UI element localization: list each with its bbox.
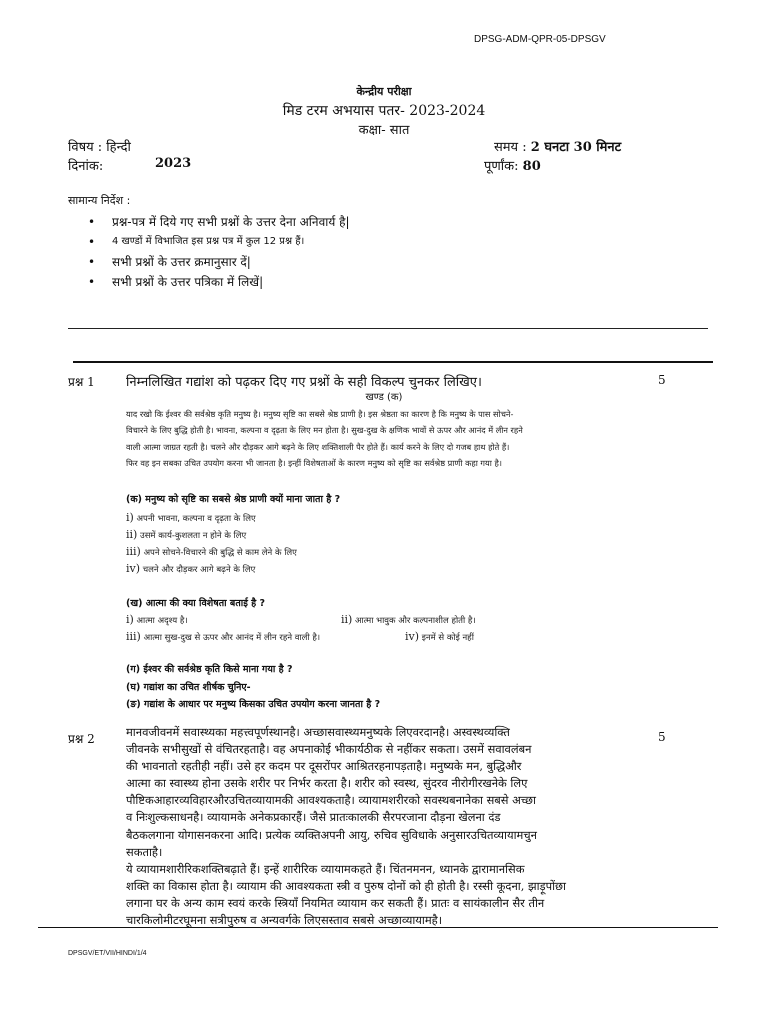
option-number: i) <box>126 511 134 524</box>
option-text: आत्मा अदृश्य है। <box>136 616 188 626</box>
option-text: अपने सोचने-विचारने की बुद्धि से काम लेने के लिए <box>143 548 297 558</box>
instruction-item: • 4 खण्डों में विभाजित इस प्रश्न पत्र में कुल 12 प्रश्न हैं। <box>74 232 350 252</box>
question-2-marks: 5 <box>658 730 666 744</box>
instruction-item: • प्रश्न-पत्र में दिये गए सभी प्रश्नों के उत्तर देना अनिवार्य है| <box>74 212 350 232</box>
passage-line: वाली आत्मा जाग्रत रहती है। चलने और दौड़कर आगे बढ़ने के लिए शक्तिशाली पैर होते हैं। कार्य करने के लिए दो गजब हाथ होते हैं। <box>126 441 510 452</box>
question-nga: (ङ) गद्यांश के आधार पर मनुष्य किसका उचित उपयोग करना जानता है ? <box>126 699 381 710</box>
passage-line: शक्ति का विकास होता है। व्यायाम की आवश्यकता स्त्री व पुरुष दोनों को ही होती है। रस्सी कूदना, झाड़ूपोंछा <box>126 878 566 893</box>
option-number: ii) <box>341 613 353 626</box>
option-text: चलने और दौड़कर आगे बढ़ने के लिए <box>142 565 256 575</box>
marks-label: पूर्णांक: <box>484 159 523 174</box>
passage-line: जीवनके सभीसुखों से वंचितरहताहै। वह अपनाकोई भीकार्यठीक से नहींकर सकता। उसमें सवावलंबन <box>126 742 532 757</box>
option-number: iii) <box>126 630 141 643</box>
question-ga: (ग) ईश्वर की सर्वश्रेष्ठ कृति किसे माना गया है ? <box>126 664 293 675</box>
option-number: ii) <box>126 528 138 541</box>
option-item <box>405 630 474 643</box>
passage-line: पौष्टिकआहारव्यविहारऔरउचितव्यायामकी आवश्यकताहै। व्यायामशरीरको सवस्थबनानेका सबसे अच्छा <box>126 793 536 808</box>
passage-line: फिर वह इन सबका उचित उपयोग करना भी जानता है। इन्हीं विशेषताओं के कारण मनुष्य को सृष्टि का सर्वश्रेष्ठ प्राणी कहा गया है। <box>126 458 502 469</box>
exam-name: केन्द्रीय परीक्षा <box>356 85 412 98</box>
question-1-number: प्रश्न 1 <box>68 375 95 389</box>
passage <box>126 406 666 472</box>
question-2-number: प्रश्न 2 <box>68 732 95 746</box>
passage-line: ये व्यायामशारीरिकशक्तिबढ़ाते हैं। इन्हें शारीरिक व्यायामकहते हैं। चिंतनमनन, ध्यानके द्वारामानसिक <box>126 861 525 876</box>
passage-line: चारकिलोमीटरघूमना सत्रीपुरुष व अन्यवर्गके लिएसस्ताव सबसे अच्छाव्यायामहै। <box>126 913 443 928</box>
question-1-marks: 5 <box>658 373 666 387</box>
divider <box>68 328 708 329</box>
option-item <box>126 613 188 626</box>
option-item <box>126 630 320 643</box>
divider <box>73 361 713 363</box>
instructions-title: सामान्य निर्देश : <box>68 194 131 207</box>
passage-line: लगाना घर के अन्य काम स्वयं करके स्त्रियाँ नियमित व्यायाम कर सकती हैं। प्रातः व सायंकालीन सैर तीन <box>126 895 545 910</box>
date-value: 2023 <box>155 156 192 171</box>
document-code: DPSG-ADM-QPR-05-DPSGV <box>474 34 606 45</box>
option-text: उसमें कार्य-कुशलता न होने के लिए <box>140 531 247 541</box>
marks-info <box>484 156 541 174</box>
instructions-list <box>74 212 350 292</box>
passage-line: व निःशुल्कसाधनहै। व्यायामके अनेकप्रकारहैं। जैसे प्रातःकालकी सैरपरजाना दौड़ना खेलना दंड <box>126 810 501 825</box>
question-gha: (घ) गद्यांश का उचित शीर्षक चुनिए- <box>126 682 251 693</box>
option-item <box>126 511 256 524</box>
passage-line: आत्मा का स्वास्थ्य होना उसके शरीर पर निर्भर करता है। शरीर को स्वस्थ, सुंदरव नीरोगीरखनेके लिए <box>126 776 528 791</box>
option-item <box>126 545 297 558</box>
time-value: 2 घनटा 30 मिनट <box>530 140 622 155</box>
passage-line: बैठकलगाना योगासनकरना आदि। प्रत्येक व्यक्तिअपनी आयु, रुचिव सुविधाके अनुसारउचितव्यायामचुन <box>126 827 537 842</box>
question-1-heading: निम्नलिखित गद्यांश को पढ़कर दिए गए प्रश्नों के सही विकल्प चुनकर लिखिए। <box>126 375 482 390</box>
passage-line: मानवजीवनमें सवास्थ्यका महत्त्वपूर्णस्थानहै। अच्छासवास्थ्यमनुष्यके लिएवरदानहै। अस्वस्थव्यक्ति <box>126 725 510 739</box>
time-info <box>494 137 621 155</box>
option-number: iv) <box>405 630 420 643</box>
passage-line: की भावनातो रहतीही नहीं। उसे हर कदम पर दूसरोंपर आश्रितरहनापड़ताहै। मनुष्यके मन, बुद्धिऔर <box>126 759 522 774</box>
option-text: आत्मा भावुक और कल्पनाशील होती है। <box>355 616 476 626</box>
question-kha: (ख) आत्मा की क्या विशेषता बताई है ? <box>126 598 266 609</box>
option-number: i) <box>126 613 134 626</box>
question-2-passage <box>126 724 766 929</box>
marks-value: 80 <box>522 159 541 174</box>
subject-label: विषय : हिन्दी <box>68 140 131 155</box>
instruction-item: • सभी प्रश्नों के उत्तर पत्रिका में लिखें| <box>74 272 350 292</box>
paper-title: मिड टरम अभयास पतर- 2023-2024 <box>282 103 486 119</box>
option-text: अपनी भावना, कल्पना व दृढ़ता के लिए <box>136 514 256 524</box>
option-item <box>126 562 255 575</box>
instruction-item: • सभी प्रश्नों के उत्तर क्रमानुसार दें| <box>74 252 350 272</box>
section-title: खण्ड (क) <box>365 392 403 403</box>
option-number: iv) <box>126 562 141 575</box>
footer-code: DPSGV/ET/VII/HINDI/1/4 <box>68 950 147 957</box>
passage-line: याद रखो कि ईश्वर की सर्वश्रेष्ठ कृति मनुष्य है। मनुष्य सृष्टि का सबसे श्रेष्ठ प्राणी है। इस श्रेष्ठता का कारण है कि मनुष्य के पास सोचने- <box>126 409 514 419</box>
option-number: iii) <box>126 545 141 558</box>
time-label: समय : <box>494 140 531 155</box>
option-text: इनमें से कोई नहीं <box>421 633 474 643</box>
option-item <box>126 528 246 541</box>
class-label: कक्षा- सात <box>358 123 410 138</box>
option-item <box>341 613 476 626</box>
passage-line: विचारने के लिए बुद्धि होती है। भावना, कल्पना व दृढ़ता के लिए मन होता है। सुख-दुख के क्षणिक भावों से ऊपर और आनंद में लीन रहने <box>126 425 523 436</box>
date-label: दिनांक: <box>68 159 104 174</box>
option-text: आत्मा सुख-दुख से ऊपर और आनंद में लीन रहने वाली है। <box>143 633 321 643</box>
question-ka: (क) मनुष्य को सृष्टि का सबसे श्रेष्ठ प्राणी क्यों माना जाता है ? <box>126 494 341 505</box>
passage-line: सकताहै। <box>126 844 163 859</box>
divider <box>38 927 718 928</box>
